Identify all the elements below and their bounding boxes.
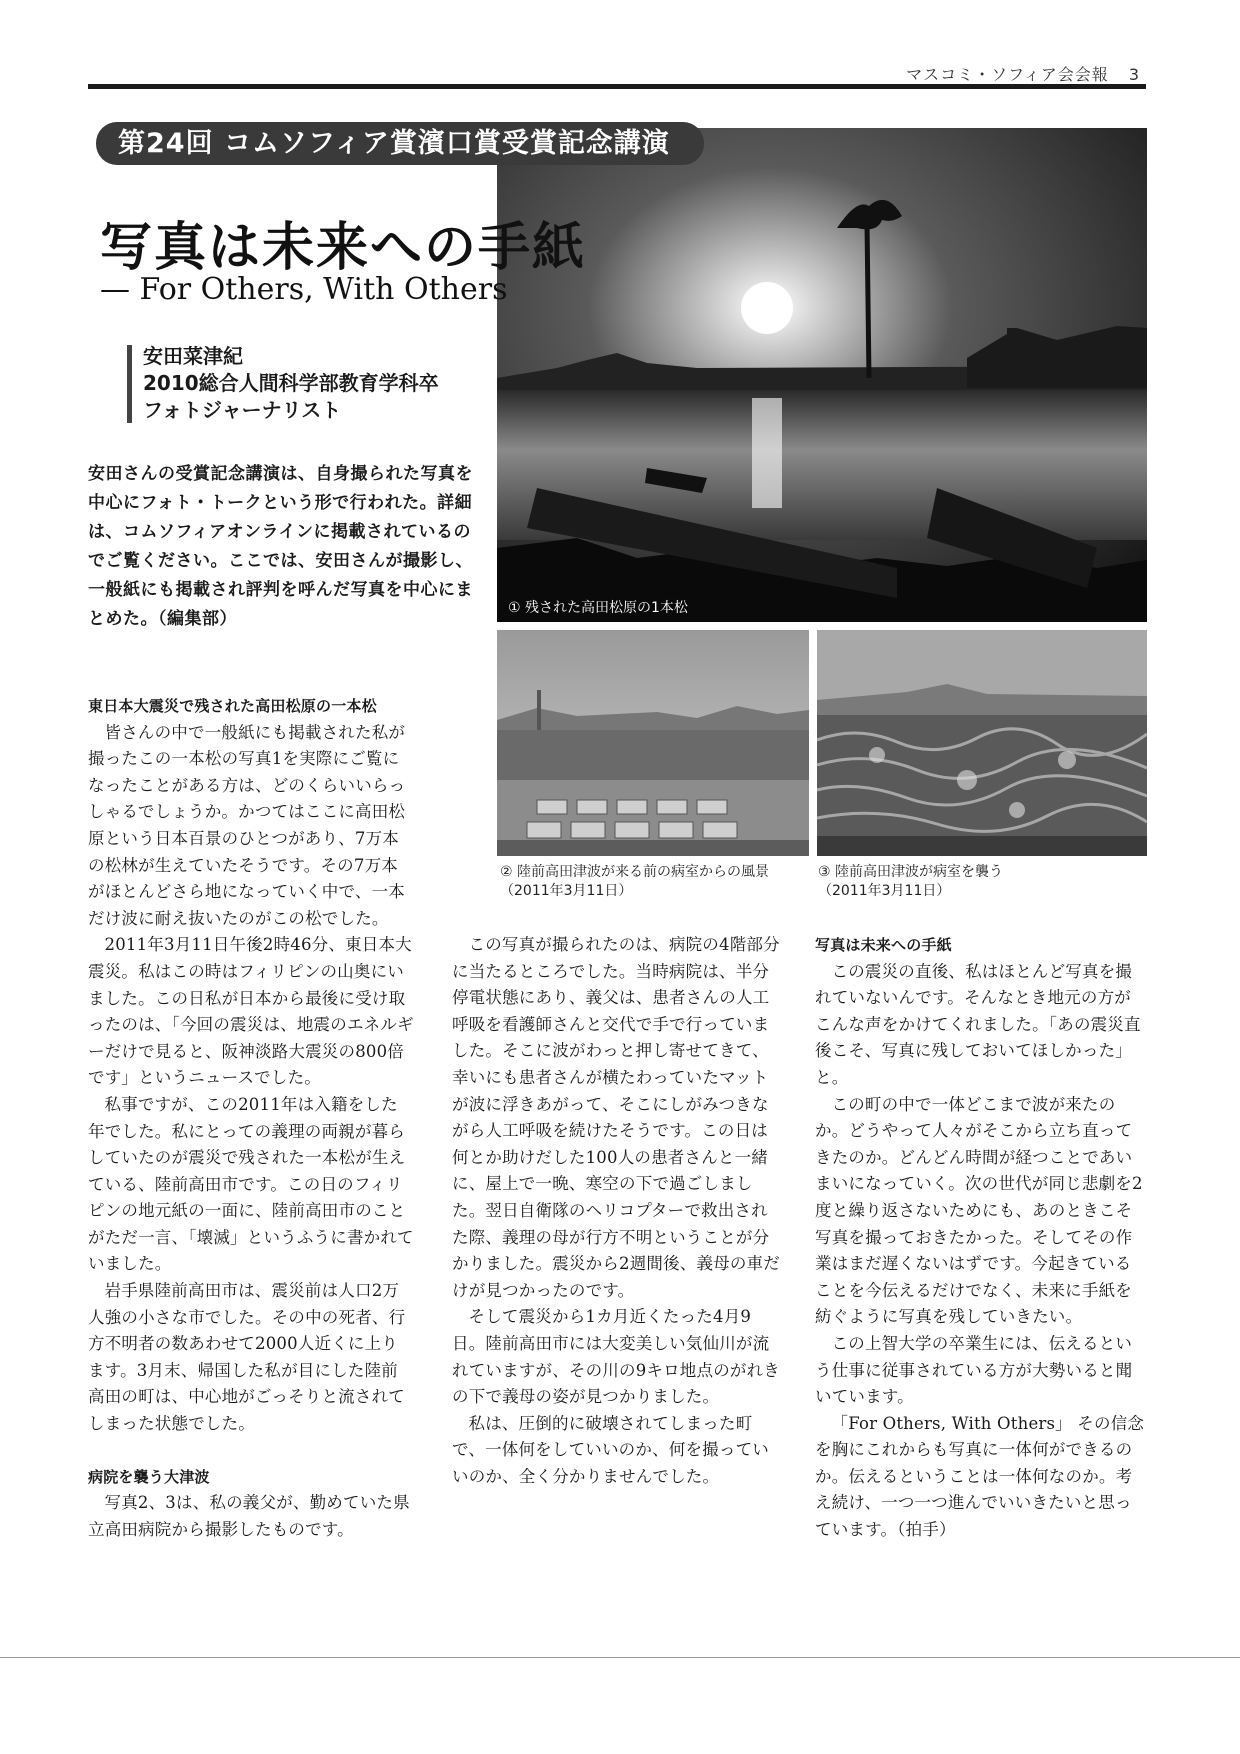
paragraph: 私事ですが、この2011年は入籍をした年でした。私にとっての義理の両親が暮らしていたのが震災で残された一本松が生えている、陸前高田市です。この日のフィリピンの地元紙の一面に、陸前高田市のことがただ一言、「壊滅」というふうに書かれていました。 bbox=[88, 1094, 414, 1274]
paragraph: 2011年3月11日午後2時46分、東日本大震災。私はこの時はフィリピンの山奥にいました。この日私が日本から最後に受け取ったのは、「今回の震災は、地震のエネルギーだけで見ると、阪神淡路大震災の800倍です」というニュースでした。 bbox=[88, 935, 414, 1088]
paragraph: 皆さんの中で一般紙にも掲載された私が撮ったこの一本松の写真1を実際にご覧になったことがある方は、どのくらいいらっしゃるでしょうか。かつてはここに高田松原という日本百景のひとつがあり、7万本の松林が生えていたそうです。その7万本がほとんどさら地になっていく中で、一本だけ波に耐え抜いたのがこの松でした。 bbox=[88, 722, 406, 928]
author-block bbox=[143, 343, 439, 424]
paragraph: そして震災から1カ月近くたった4月9日。陸前高田市には大変美しい気仙川が流れていますが、その川の9キロ地点のがれきの下で義母の姿が見つかりました。 bbox=[452, 1307, 780, 1407]
body-column-3 bbox=[815, 932, 1145, 1544]
body-column-1 bbox=[88, 693, 414, 1543]
page-number: 3 bbox=[1128, 65, 1140, 84]
paragraph: 岩手県陸前高田市は、震災前は人口2万人強の小さな市でした。その中の死者、行方不明者の数あわせて2000人近くに上ります。3月末、帰国した私が目にした陸前高田の町は、中心地がごっそりと流されてしまった状態でした。 bbox=[88, 1281, 406, 1434]
running-header bbox=[906, 62, 1140, 85]
photo-caption-2-line1: ② 陸前高田津波が来る前の病室からの風景 bbox=[500, 864, 769, 880]
photo-caption-2-line2: （2011年3月11日） bbox=[500, 883, 633, 899]
body-column-2 bbox=[452, 932, 784, 1490]
hospital-view-image bbox=[497, 630, 809, 856]
photo-hospital-view bbox=[497, 630, 809, 856]
section-heading: 病院を襲う大津波 bbox=[88, 1467, 210, 1486]
paragraph: この写真が撮られたのは、病院の4階部分に当たるところでした。当時病院は、半分停電状態にあり、義父は、患者さんの人工呼吸を看護師さんと交代で手で行っていました。そこに波がわっと押し寄せてきて、幸いにも患者さんが横たわっていたマットが波に浮きあがって、そこにしがみつきながら人工呼吸を続けたそうです。この日は何とか助けだした100人の患者さんと一緒に、屋上で一晩、寒空の下で過ごしました。翌日自衛隊のヘリコプターで救出された際、義理の母が行方不明ということが分かりました。震災から2週間後、義母の車だけが見つかったのです。 bbox=[452, 935, 780, 1300]
paragraph: 写真2、3は、私の義父が、勤めていた県立高田病院から撮影したものです。 bbox=[88, 1493, 410, 1539]
photo-caption-3-line2: （2011年3月11日） bbox=[818, 883, 951, 899]
lone-pine-image bbox=[497, 128, 1147, 622]
photo-caption-2 bbox=[500, 863, 769, 901]
editor-intro: 安田さんの受賞記念講演は、自身撮られた写真を中心にフォト・トークという形で行われた。詳細は、コムソフィアオンラインに掲載されているのでご覧ください。ここでは、安田さんが撮影し、一般紙にも掲載され評判を呼んだ写真を中心にまとめた。（編集部） bbox=[88, 464, 473, 629]
section-heading: 東日本大震災で残された高田松原の一本松 bbox=[88, 697, 377, 715]
paragraph: この上智大学の卒業生には、伝えるという仕事に従事されている方が大勢いると聞いています。 bbox=[815, 1333, 1133, 1407]
paragraph: 私は、圧倒的に破壊されてしまった町で、一体何をしていいのか、何を撮っていいのか、全く分かりませんでした。 bbox=[452, 1413, 769, 1486]
publication-name: マスコミ・ソフィア会会報 bbox=[906, 65, 1109, 84]
paragraph: 「For Others, With Others」 その信念を胸にこれからも写真に一体何ができるのか。伝えるということは一体何なのか。考え続け、一つ一つ進んでいいきたいと思っています。（拍手） bbox=[815, 1413, 1145, 1540]
photo-caption-1: ① 残された高田松原の1本松 bbox=[508, 600, 688, 616]
photo-caption-3-line1: ③ 陸前高田津波が病室を襲う bbox=[818, 864, 1004, 880]
author-role: フォトジャーナリスト bbox=[143, 398, 342, 422]
photo-tsunami bbox=[817, 630, 1147, 856]
paragraph: この町の中で一体どこまで波が来たのか。どうやって人々がそこから立ち直ってきたのか。どんどん時間が経つことであいまいになっていく。次の世代が同じ悲劇を2度と繰り返さないためにも、あのときこそ写真を撮っておきたかった。そしてその作業はまだ遅くないはずです。今起きていることを今伝えるだけでなく、未来に手紙を紡ぐように写真を残していきたい。 bbox=[815, 1094, 1143, 1327]
article-subtitle: — For Others, With Others bbox=[100, 272, 508, 307]
paragraph: この震災の直後、私はほとんど写真を撮れていないんです。そんなとき地元の方がこんな声をかけてくれました。「あの震災直後こそ、写真に残しておいてほしかった」と。 bbox=[815, 961, 1141, 1087]
tsunami-image bbox=[817, 630, 1147, 856]
event-banner: 第24回 コムソフィア賞濱口賞受賞記念講演 bbox=[96, 122, 704, 165]
photo-caption-3 bbox=[818, 863, 1003, 901]
section-heading: 写真は未来への手紙 bbox=[815, 936, 952, 954]
author-affiliation: 2010総合人間科学部教育学科卒 bbox=[143, 371, 439, 395]
photo-lone-pine bbox=[497, 128, 1147, 622]
header-rule bbox=[88, 84, 1146, 89]
author-accent-bar bbox=[127, 345, 132, 423]
footer-rule bbox=[0, 1657, 1240, 1658]
article-title: 写真は未来への手紙 bbox=[100, 217, 587, 278]
author-name: 安田菜津紀 bbox=[143, 344, 243, 368]
spacer bbox=[88, 1438, 414, 1464]
